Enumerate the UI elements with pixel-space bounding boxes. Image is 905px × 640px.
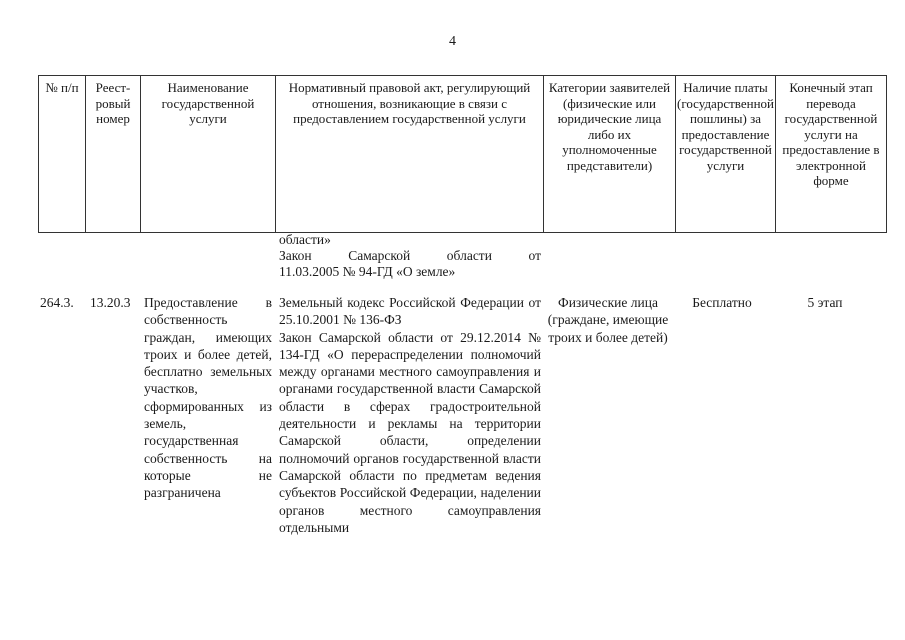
header-service-name: Наименование государственной услуги [141, 76, 276, 233]
row-applicant-category: Физические лица (граждане, имеющие троих и более детей) [547, 295, 669, 345]
row-service-name: Предоставление в собственность граждан, имеющих троих и более детей, бесплатно земельных участков, сформированных из земель, государственная собственность на которые не разграничена [144, 295, 272, 501]
legal-act-2: Закон Самарской области от 29.12.2014 № 134-ГД «О перераспределении полномочий между органами местного самоуправления и органами государственной власти Самарской области в сферах градостроительной деятельности и рекламы на территории Самарской области, определении полномочий органов государственной власти Самарской области по предметам ведения субъектов Российской Федерации, наделении органов местного самоуправления отдельными [279, 329, 541, 535]
header-registry-number: Реест-ровый номер [86, 76, 141, 233]
continued-act-text [279, 232, 541, 280]
page-number: 4 [449, 34, 456, 49]
row-fee: Бесплатно [692, 295, 752, 310]
continued-line-3: 11.03.2005 № 94-ГД «О земле» [279, 264, 456, 279]
continued-line-1: области» [279, 232, 331, 247]
header-legal-act: Нормативный правовой акт, регулирующий отношения, возникающие в связи с предоставлением государственной услуги [276, 76, 544, 233]
header-num: № п/п [39, 76, 86, 233]
continued-line-2: Закон Самарской области от [279, 248, 541, 263]
row-num: 264.3. [40, 295, 74, 310]
row-final-stage: 5 этап [807, 295, 843, 310]
legal-act-1: Земельный кодекс Российской Федерации от 25.10.2001 № 136-ФЗ [279, 295, 541, 328]
header-fee: Наличие платы (государственной пошлины) за предоставление государственной услуги [676, 76, 776, 233]
row-legal-act [279, 294, 541, 536]
row-registry-number: 13.20.3 [90, 295, 131, 310]
header-table [38, 75, 887, 233]
header-applicant-category: Категории заявителей (физические или юридические лица либо их уполномоченные представители) [544, 76, 676, 233]
header-final-stage: Конечный этап перевода государственной услуги на предоставление в электронной форме [775, 76, 886, 233]
